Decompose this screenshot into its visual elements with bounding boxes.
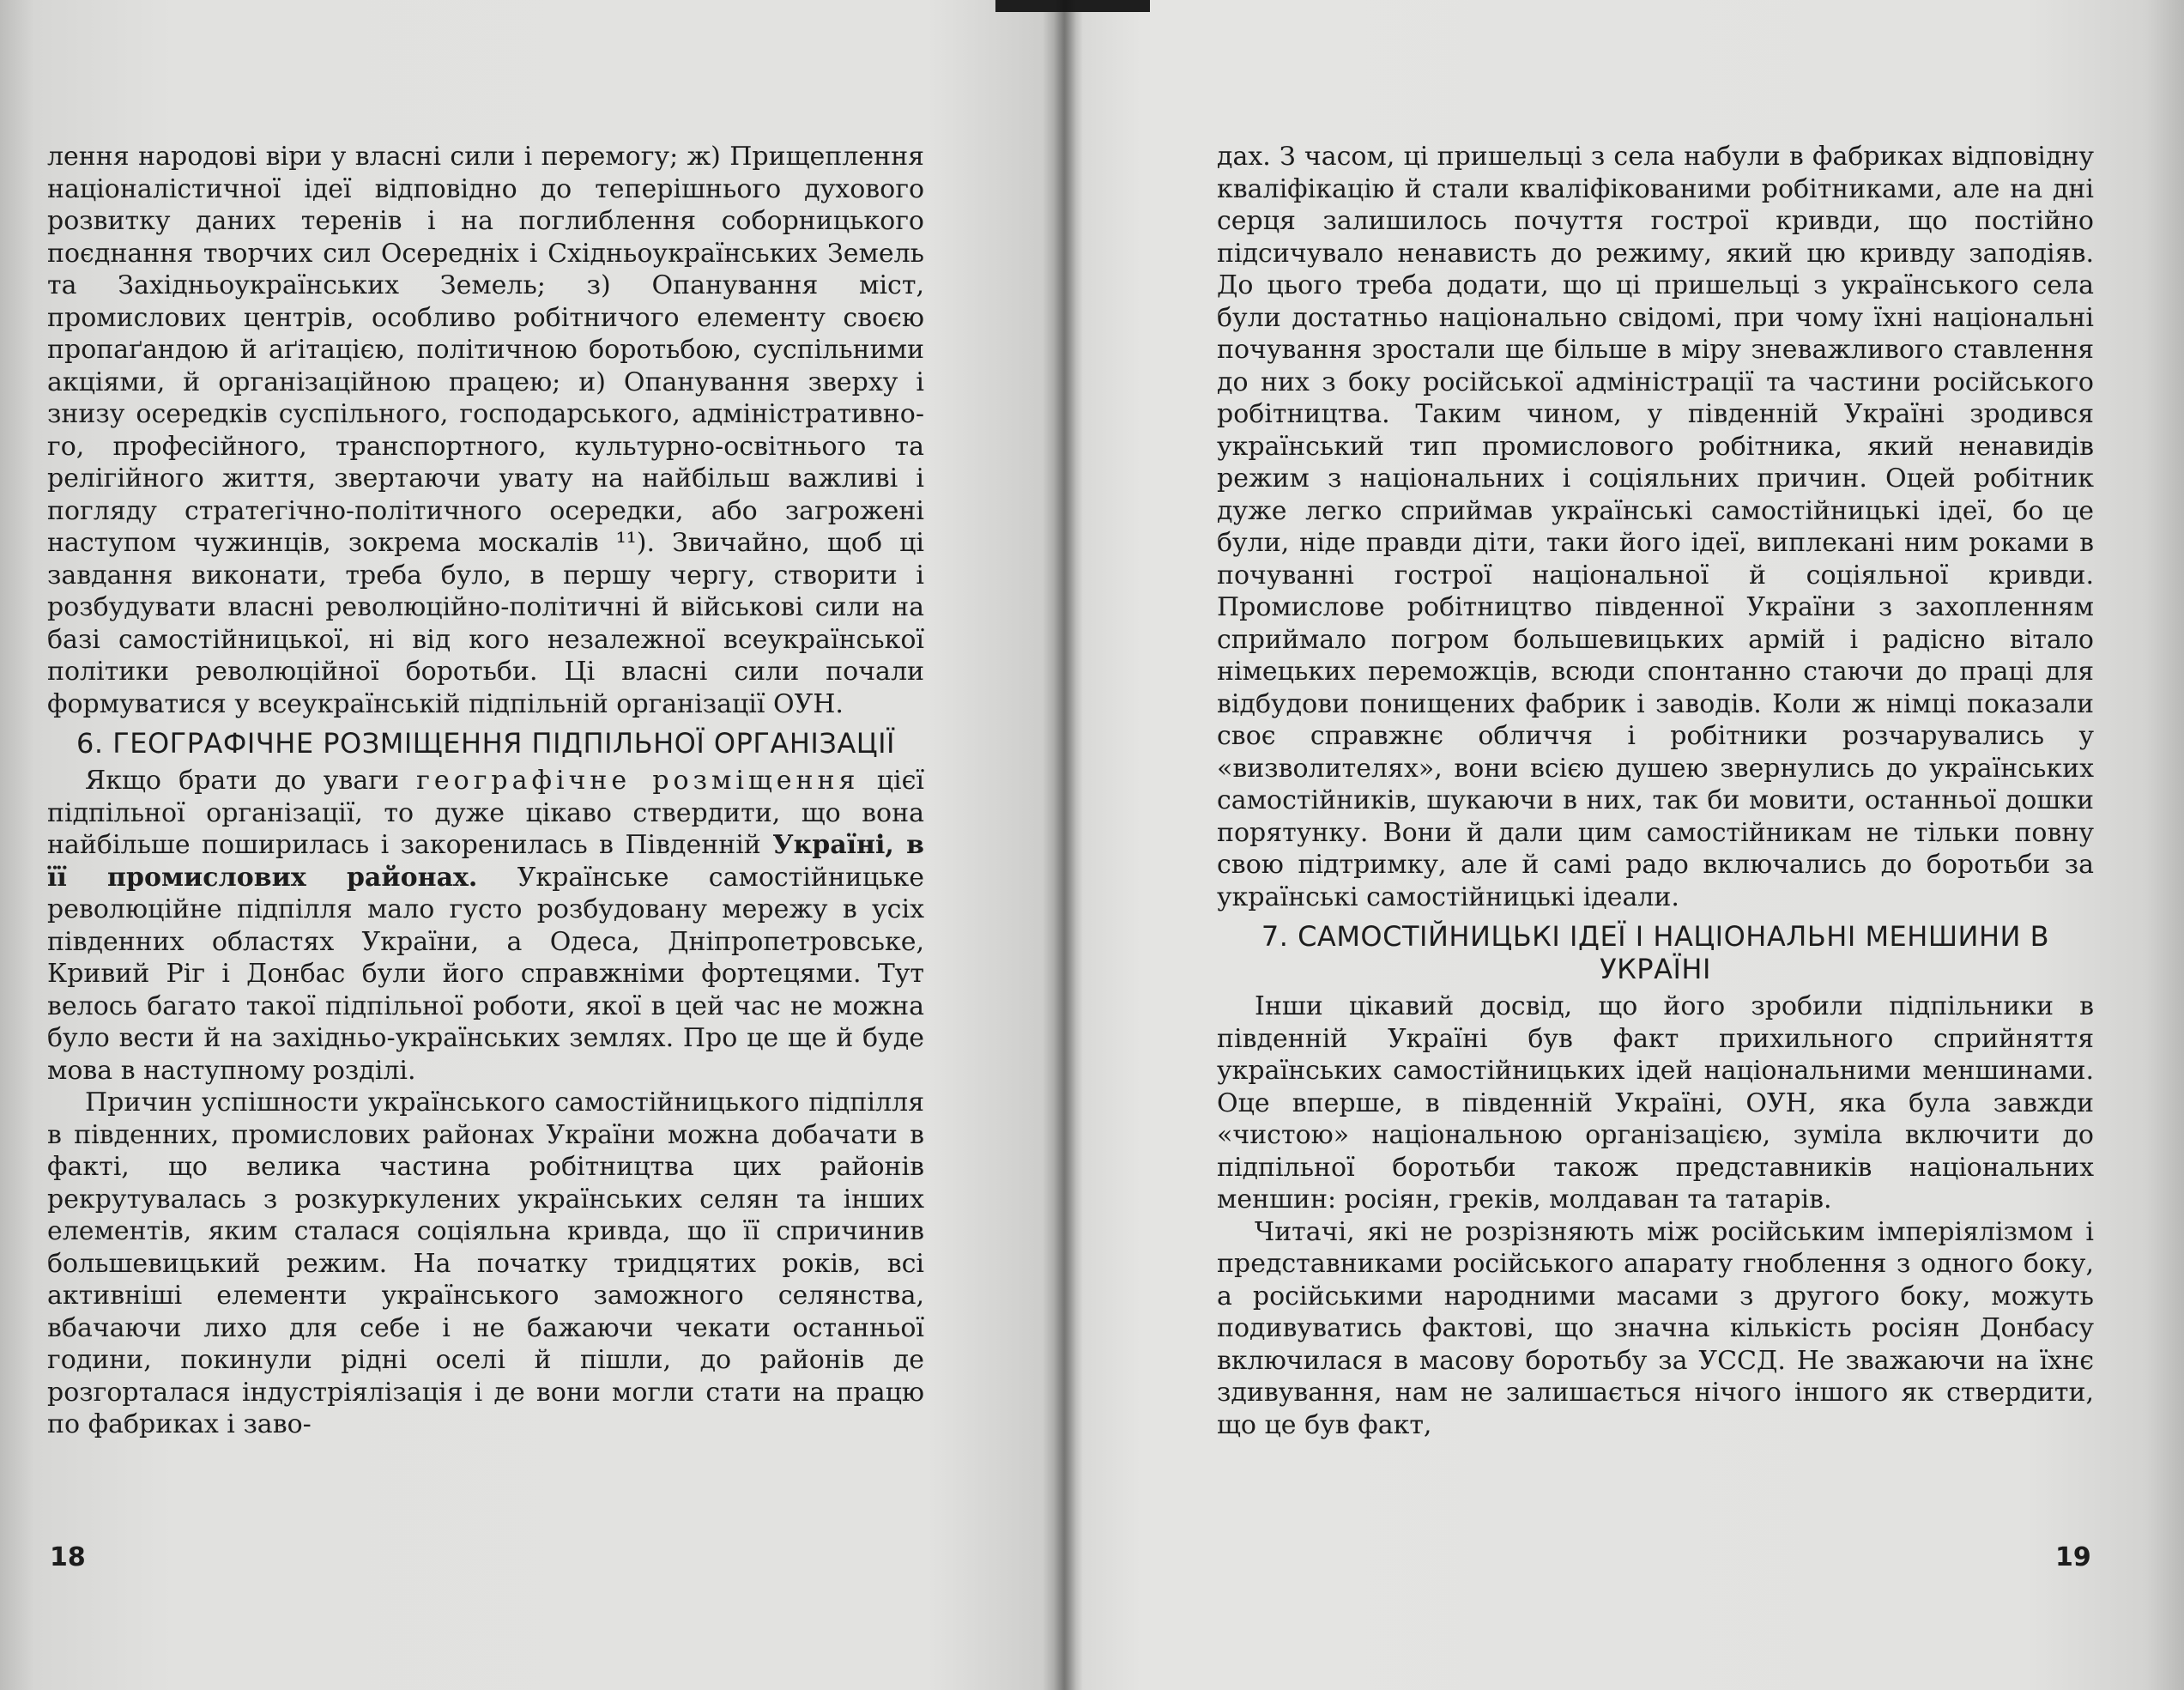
left-page-text (47, 141, 924, 1441)
paragraph: дах. З часом, ці пришельці з села набули в фабриках відповідну кваліфікацію й стали кваліфікованими робітниками, але на дні серця залишилось почуття гострої кривди, що постійно підсичувало ненависть до режиму, який цю кривду заподіяв. До цього треба додати, що ці пришельці з українського села були достатньо національно свідомі, при чому їхні національні почування зростали ще більше в міру зневажливого ставлення до них з боку російської адміністрації та частини російського робітництва. Таким чином, у південній Україні зродився український тип промислового робітника, який ненавидів режим з національних і соціяльних причин. Оцей робітник дуже легко сприймав українські самостійницькі ідеї, бо це були, ніде правди діти, таки його ідеї, виплекані ним роками в почуванні гострої національної й соціяльної кривди. Промислове робітництво південної України з захопленням сприймало погром большевицьких армій і радісно вітало німецьких переможців, всюди спонтанно стаючи до праці для відбудови понищених фабрик і заводів. Коли ж німці показали своє справжнє обличчя і робітники розчарувались у «визволителях», вони всією душею звернулись до українських самостійників, шукаючи в них, так би мовити, останньої дошки порятунку. Вони й дали цим самостійникам не тільки повну свою підтримку, але й самі радо включались до боротьби за українські самостійницькі ідеали. (1217, 142, 2094, 912)
text-run: Якщо брати до уваги (85, 766, 399, 796)
right-page-text (1217, 141, 2094, 1441)
emphasized-text: географічне розміщення (416, 766, 860, 796)
book-gutter (1054, 0, 1076, 1690)
section-heading-6: 6. ГЕОГРАФІЧНЕ РОЗМІЩЕННЯ ПІДПІЛЬНОЇ ОРГАНІЗАЦІЇ (76, 727, 895, 760)
text-run: цієї підпільної організації, то дуже цікаво ствердити, що вона найбільше поширилась і закоренилась в Південній (47, 766, 924, 860)
section-heading-7: 7. САМОСТІЙНИЦЬКІ ІДЕЇ І НАЦІОНАЛЬНІ МЕНШИНИ В УКРАЇНІ (1261, 920, 2050, 985)
page-number-left: 18 (50, 1542, 86, 1572)
paragraph (47, 765, 924, 1087)
paragraph: Інши цікавий досвід, що його зробили підпільники в південній Україні був факт прихильного сприйняття українських самостійницьких ідей національними меншинами. Оце вперше, в південній Україні, ОУН, яка була завжди «чистою» національною організацією, зуміла включити до підпільної боротьби також представників національних меншин: росіян, греків, молдаван та татарів. (1217, 991, 2094, 1214)
paragraph: лення народові віри у власні сили і перемогу; ж) Прищеплення націоналістичної ідеї відповідно до теперішнього духового розвитку даних теренів і на поглиблення соборницького поєднання творчих сил Осередніх і Східньоукраїнських Земель та Західньоукраїнських Земель; з) Опанування міст, промислових центрів, особливо робітничого елементу своєю пропаґандою й аґітацією, політичною боротьбою, суспільними акціями, й організаційною працею; и) Опанування зверху і знизу осередків суспільного, господарського, адміністративного, професійного, транспортного, культурно-освітнього та релігійного життя, звертаючи увату на найбільш важливі і погляду стратегічно-політичного осередки, або загрожені наступом чужинців, зокрема москалів ¹¹). Звичайно, щоб ці завдання виконати, треба було, в першу чергу, створити і розбудувати власні революційно-політичні й військові сили на базі самостійницької, ні від кого незалежної всеукраїнської політики революційної боротьби. Ці власні сили почали формуватися у всеукраїнській підпільній організації ОУН. (47, 142, 924, 719)
right-page (1217, 141, 2094, 1441)
paragraph: Причин успішности українського самостійницького підпілля в південних, промислових районах України можна добачати в факті, що велика частина робітництва цих районів рекрутувалась з розкуркулених українських селян та інших елементів, яким сталася соціяльна кривда, що її спричинив большевицький режим. На початку тридцятих років, всі активніші елементи українського заможного селянства, вбачаючи лихо для себе і не бажаючи чекати останньої години, покинули рідні оселі й пішли, до районів де розгорталася індустріялізація і де вони могли стати на працю по фабриках і заво- (47, 1087, 924, 1439)
page-number-right: 19 (2055, 1542, 2091, 1572)
left-page (47, 141, 924, 1441)
paragraph: Читачі, які не розрізняють між російським імперіялізмом і представниками російського апарату гноблення з одного боку, а російськими народними масами з другого боку, можуть подивуватись фактові, що значна кількість росіян Донбасу включилася в масову боротьбу за УССД. Не зважаючи на їхнє здивування, нам не залишається нічого іншого як ствердити, що це був факт, (1217, 1216, 2094, 1440)
bold-text: Україні, в її промислових районах. (47, 830, 924, 893)
text-run: Українське самостійницьке революційне підпілля мало густо розбудовану мережу в усіх південних областях України, а Одеса, Дніпропетровське, Кривий Ріг і Донбас були його справжніми фортецями. Тут велось багато такої підпільної роботи, якої в цей час не можна було вести й на західньо-українських землях. Про це ще й буде мова в наступному розділі. (47, 862, 924, 1086)
